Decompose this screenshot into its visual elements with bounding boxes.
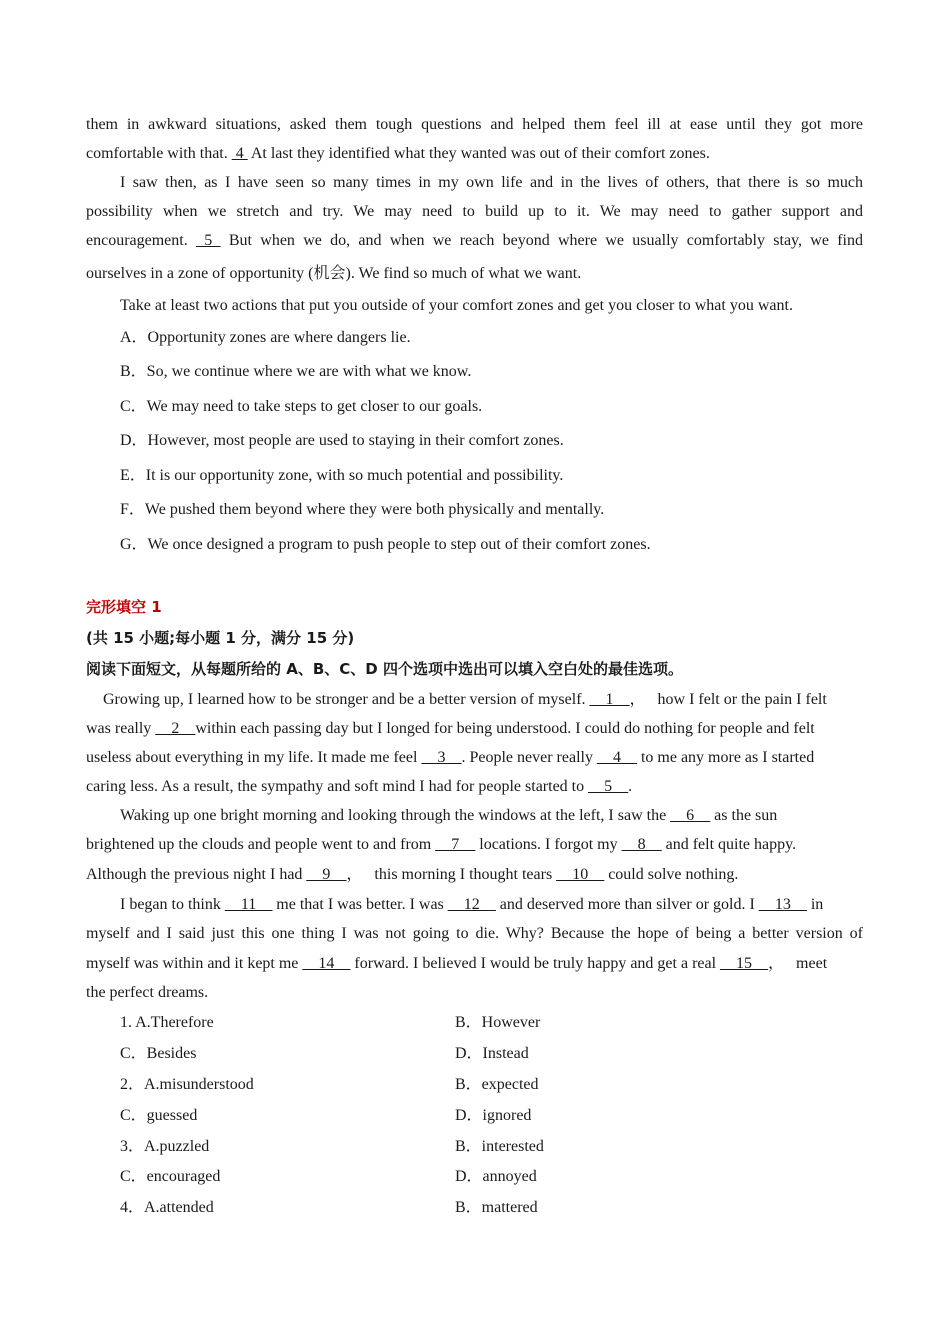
blank-12[interactable]: __12__ — [447, 896, 496, 913]
blank-2[interactable]: __2__ — [155, 720, 196, 737]
choice-right[interactable]: B．However — [455, 1014, 541, 1031]
blank-13[interactable]: __13__ — [758, 896, 807, 913]
cloze-line: the perfect dreams. — [86, 984, 209, 1001]
passage1-line: comfortable with that. 4 At last they identified what they wanted was out of their comfort zones. — [86, 145, 710, 162]
choice-right[interactable]: D．ignored — [455, 1107, 532, 1124]
choice-left[interactable]: C．encouraged — [120, 1168, 221, 1185]
cloze-line: myself was within and it kept me __14__ forward. I believed I would be truly happy and get a real __15__， meet — [86, 955, 828, 972]
cloze-line: was really __2__within each passing day but I longed for being understood. I could do nothing for people and felt — [86, 720, 815, 737]
choice-left[interactable]: 2．A.misunderstood — [120, 1076, 254, 1093]
section-title: 完形填空 1 — [86, 598, 162, 616]
cloze-line: Although the previous night I had __9__， this morning I thought tears __10__ could solve nothing. — [86, 866, 739, 883]
passage1-line: ourselves in a zone of opportunity (机会). We find so much of what we want. — [86, 265, 582, 282]
cloze-line: caring less. As a result, the sympathy and soft mind I had for people started to __5__. — [86, 778, 633, 795]
blank-9[interactable]: __9__ — [306, 866, 347, 883]
blank-14[interactable]: __14__ — [302, 955, 351, 972]
passage1-line: possibility when we stretch and try. We may need to build up to it. We may need to gather support and — [86, 203, 863, 220]
section-instruction: 阅读下面短文，从每题所给的 A、B、C、D 四个选项中选出可以填入空白处的最佳选项。 — [86, 660, 683, 678]
cloze-line: Growing up, I learned how to be stronger and be a better version of myself. __1__， how I felt or the pain I felt — [103, 691, 827, 708]
choice-left[interactable]: 3．A.puzzled — [120, 1138, 210, 1155]
passage1-line: I saw then, as I have seen so many times in my own life and in the lives of others, that there is so much — [120, 174, 863, 191]
passage1-instruction: Take at least two actions that put you outside of your comfort zones and get you closer to what you want. — [120, 297, 793, 314]
blank-8[interactable]: __8__ — [621, 836, 662, 853]
blank-6[interactable]: __6__ — [670, 807, 711, 824]
passage1-line: encouragement. 5 But when we do, and when we reach beyond where we usually comfortably stay, we find — [86, 232, 864, 249]
blank-7[interactable]: __7__ — [435, 836, 476, 853]
option-g: G．We once designed a program to push people to step out of their comfort zones. — [120, 536, 651, 553]
blank-15[interactable]: __15__ — [720, 955, 769, 972]
choice-right[interactable]: B．expected — [455, 1076, 539, 1093]
cloze-line: brightened up the clouds and people went to and from __7__ locations. I forgot my __8__ and felt quite happy. — [86, 836, 797, 853]
option-f: F．We pushed them beyond where they were both physically and mentally. — [120, 501, 605, 518]
blank-11[interactable]: __11__ — [224, 896, 273, 913]
option-a: A．Opportunity zones are where dangers lie. — [120, 329, 411, 346]
option-e: E．It is our opportunity zone, with so much potential and possibility. — [120, 467, 564, 484]
blank-10[interactable]: __10__ — [556, 866, 605, 883]
cloze-line: I began to think __11__ me that I was better. I was __12__ and deserved more than silver or gold. I __13__ in — [120, 896, 824, 913]
option-d: D．However, most people are used to staying in their comfort zones. — [120, 432, 564, 449]
blank-4[interactable]: 4 — [231, 145, 248, 162]
blank-4[interactable]: __4__ — [596, 749, 637, 766]
section-subtitle: (共 15 小题;每小题 1 分，满分 15 分) — [86, 629, 355, 647]
blank-3[interactable]: __3__ — [421, 749, 462, 766]
choice-left[interactable]: 4．A.attended — [120, 1199, 214, 1216]
choice-right[interactable]: D．annoyed — [455, 1168, 537, 1185]
choice-left[interactable]: 1. A.Therefore — [120, 1014, 214, 1031]
cloze-line: useless about everything in my life. It made me feel __3__. People never really __4__ to me any more as I started — [86, 749, 815, 766]
blank-5[interactable]: __5__ — [588, 778, 629, 795]
option-b: B．So, we continue where we are with what we know. — [120, 363, 472, 380]
blank-1[interactable]: __1__ — [589, 691, 630, 708]
choice-right[interactable]: D．Instead — [455, 1045, 529, 1062]
choice-left[interactable]: C．guessed — [120, 1107, 198, 1124]
cloze-line: myself and I said just this one thing I was not going to die. Why? Because the hope of being a better version of — [86, 925, 863, 942]
blank-5[interactable]: 5 — [196, 232, 221, 249]
choice-left[interactable]: C．Besides — [120, 1045, 197, 1062]
cloze-line: Waking up one bright morning and looking through the windows at the left, I saw the __6__ as the sun — [120, 807, 778, 824]
choice-right[interactable]: B．mattered — [455, 1199, 538, 1216]
option-c: C．We may need to take steps to get closer to our goals. — [120, 398, 483, 415]
choice-right[interactable]: B．interested — [455, 1138, 544, 1155]
passage1-line: them in awkward situations, asked them tough questions and helped them feel ill at ease until they got more — [86, 116, 863, 133]
